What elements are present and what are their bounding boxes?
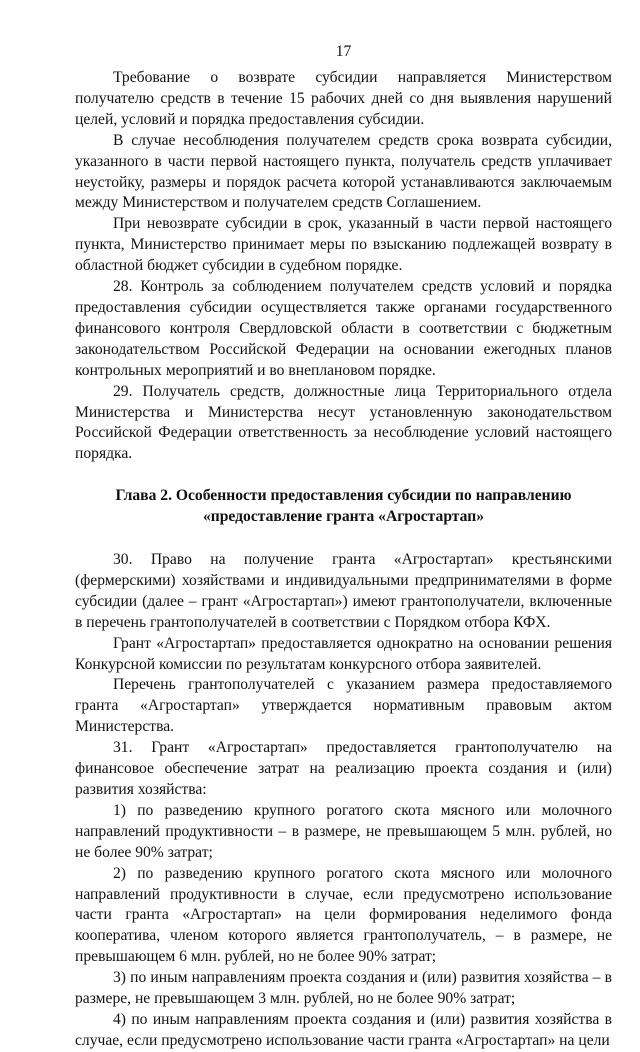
chapter-heading: [75, 486, 612, 528]
paragraph-grantee-list: Перечень грантополучателей с указанием размера предоставляемого гранта «Агростартап» утверждается нормативным правовым актом Министерства.: [75, 676, 612, 736]
list-item-2: 2) по разведению крупного рогатого скота мясного или молочного направлений продуктивности в случае, если предусмотрено использование части гранта «Агростартап» на цели формирования неделимого фонда кооператива, членом которого является грантополучатель, – в размере, не превышающем 6 млн. рублей, но не более 90% затрат;: [75, 864, 612, 966]
page-number: 17: [335, 43, 352, 60]
list-item-1: 1) по разведению крупного рогатого скота мясного или молочного направлений продуктивности – в размере, не превышающем 5 млн. рублей, но не более 90% затрат;: [75, 801, 612, 861]
paragraph-30-right: 30. Право на получение гранта «Агростартап» крестьянскими (фермерскими) хозяйствами и индивидуальными предпринимателями в форме субсидии (далее – грант «Агростартап») имеют грантополучатели, включенные в перечень грантополучателей в соответствии с Порядком отбора КФХ.: [75, 551, 612, 631]
paragraph-penalty: В случае несоблюдения получателем средств срока возврата субсидии, указанного в части первой настоящего пункта, получатель средств уплачивает неустойку, размеры и порядок расчета которой устанавливаются заключаемым между Министерством и получателем средств Соглашением.: [75, 131, 612, 212]
paragraph-29-responsibility: 29. Получатель средств, должностные лица Территориального отдела Министерства и Министерства несут установленную законодательством Российской Федерации ответственность за несоблюдение условий настоящего порядка.: [75, 382, 612, 463]
paragraph-28-control: 28. Контроль за соблюдением получателем средств условий и порядка предоставления субсидии осуществляется также органами государственного финансового контроля Свердловской области в соответствии с бюджетным законодательством Российской Федерации на основании ежегодных планов контрольных мероприятий и во внеплановом порядке.: [75, 278, 612, 379]
list-item-4: 4) по иным направлениям проекта создания и (или) развития хозяйства в случае, если предусмотрено использование части гранта «Агростартап» на цели: [75, 1010, 612, 1049]
paragraph-grant-once: Грант «Агростартап» предоставляется однократно на основании решения Конкурсной комиссии по результатам конкурсного отбора заявителей.: [75, 634, 612, 673]
paragraph-refund-demand: Требование о возврате субсидии направляется Министерством получателю средств в течение 15 рабочих дней со дня выявления нарушений целей, условий и порядка предоставления субсидии.: [75, 69, 612, 128]
chapter-heading-line-1: Глава 2. Особенности предоставления субсидии по направлению: [115, 487, 572, 505]
list-item-3: 3) по иным направлениям проекта создания и (или) развития хозяйства – в размере, не превышающем 3 млн. рублей, но не более 90% затрат;: [75, 969, 612, 1008]
paragraph-court-recovery: При невозврате субсидии в срок, указанный в части первой настоящего пункта, Министерство принимает меры по взысканию подлежащей возврату в областной бюджет субсидии в судебном порядке.: [75, 215, 612, 275]
chapter-heading-line-2: «предоставление гранта «Агростартап»: [202, 508, 485, 526]
document-page: [75, 0, 612, 1052]
paragraph-31-purpose: 31. Грант «Агростартап» предоставляется грантополучателю на финансовое обеспечение затрат на реализацию проекта создания и (или) развития хозяйства:: [75, 739, 612, 798]
